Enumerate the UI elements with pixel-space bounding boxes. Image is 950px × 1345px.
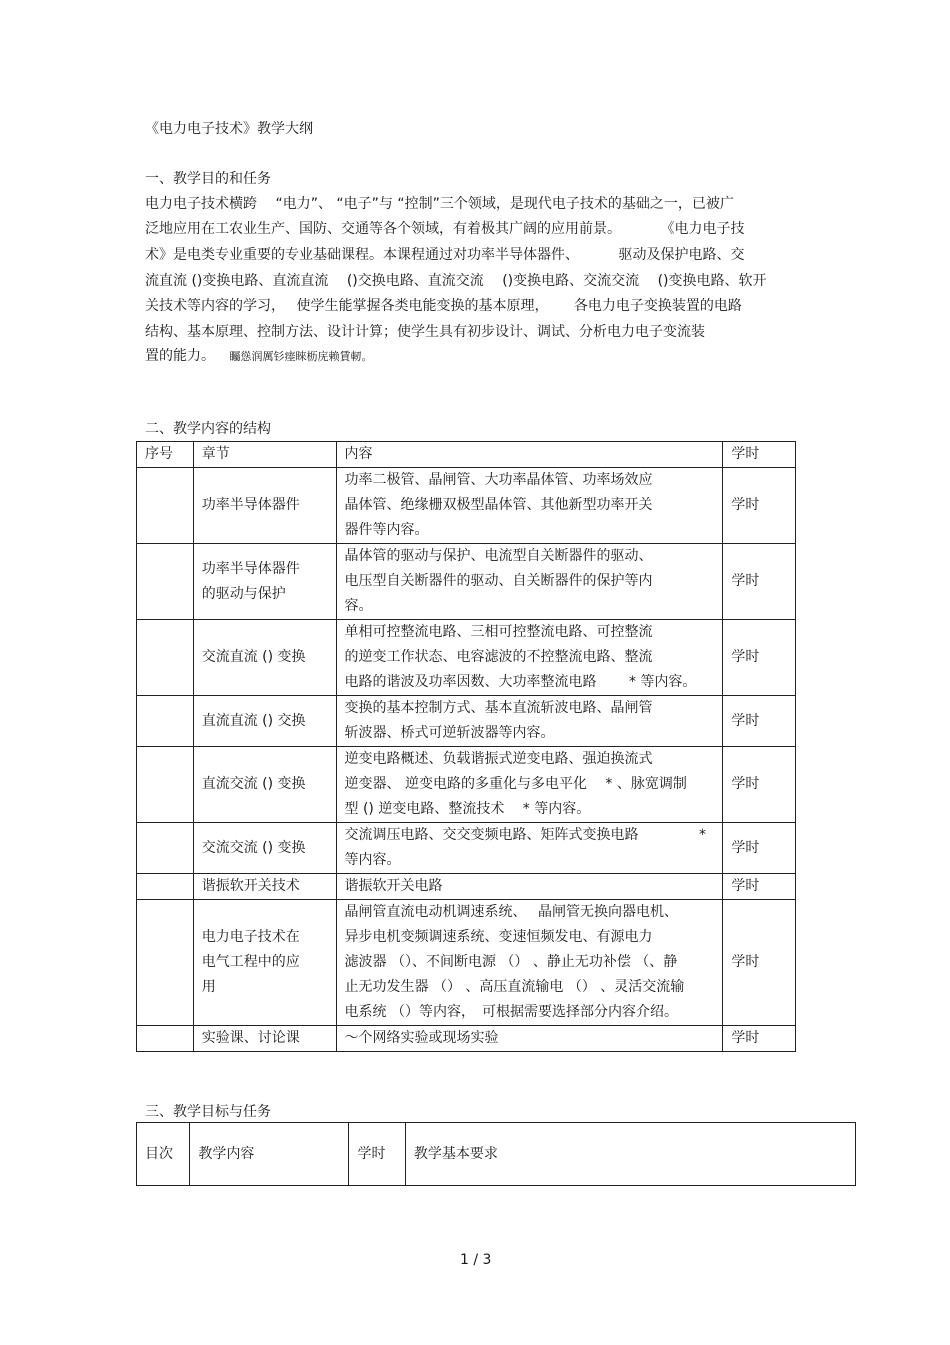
content-cell: ～个网络实验或现场实验 <box>336 1026 723 1052</box>
document-title: 《电力电子技术》教学大纲 <box>145 121 313 137</box>
header-cell: 内容 <box>336 442 723 468</box>
header-cell: 教学内容 <box>190 1123 349 1186</box>
row-number-cell <box>137 620 194 696</box>
header-cell: 教学基本要求 <box>405 1123 855 1186</box>
chapter-cell: 实验课、讨论课 <box>193 1026 336 1052</box>
content-cell: 变换的基本控制方式、基本直流斩波电路、晶闸管 斩波器、桥式可逆斩波器等内容。 <box>336 696 723 747</box>
hours-cell: 学时 <box>723 747 796 823</box>
content-cell: 谐振软开关电路 <box>336 874 723 900</box>
chapter-cell: 直流直流 () 交换 <box>193 696 336 747</box>
row-number-cell <box>137 696 194 747</box>
content-cell: 功率二极管、晶闸管、大功率晶体管、功率场效应 晶体管、绝缘栅双极型晶体管、其他新型功率开关 器件等内容。 <box>336 468 723 544</box>
paragraph-line: 电力电子技术横跨 “电力”、 “电子”与 “控制”三个领域，是现代电子技术的基础之一，已被广 <box>145 196 734 212</box>
teaching-goals-table <box>136 1122 856 1186</box>
table-header-row <box>137 442 796 468</box>
hours-cell: 学时 <box>723 900 796 1026</box>
section1-heading: 一、教学目的和任务 <box>145 171 271 187</box>
paragraph-line: 结构、基本原理、控制方法、设计计算；使学生具有初步设计、调试、分析电力电子变流装 <box>145 324 705 340</box>
hours-cell: 学时 <box>723 468 796 544</box>
header-cell: 章节 <box>193 442 336 468</box>
header-cell: 目次 <box>137 1123 190 1186</box>
paragraph-line: 术》是电类专业重要的专业基础课程。本课程通过对功率半导体器件、 驱动及保护电路、交 <box>145 247 745 263</box>
chapter-cell: 交流交流 () 变换 <box>193 823 336 874</box>
table-row <box>137 544 796 620</box>
chapter-cell: 直流交流 () 变换 <box>193 747 336 823</box>
hours-cell: 学时 <box>723 620 796 696</box>
paragraph-line: 关技术等内容的学习， 使学生能掌握各类电能变换的基本原理， 各电力电子变换装置的电路 <box>145 298 742 314</box>
table-row <box>137 468 796 544</box>
table-row <box>137 696 796 747</box>
chapter-cell: 功率半导体器件 的驱动与保护 <box>193 544 336 620</box>
paragraph-line-text: 置的能力。 <box>145 348 215 364</box>
table-row <box>137 823 796 874</box>
paragraph-line <box>145 345 372 365</box>
hours-cell: 学时 <box>723 823 796 874</box>
row-number-cell <box>137 900 194 1026</box>
chapter-cell: 谐振软开关技术 <box>193 874 336 900</box>
noise-text: 矚慫润厲钐瘗睞枥庑赖賃軔。 <box>229 350 373 363</box>
table-row <box>137 900 796 1026</box>
table-header-row <box>137 1123 856 1186</box>
chapter-cell: 交流直流 () 变换 <box>193 620 336 696</box>
chapter-cell: 功率半导体器件 <box>193 468 336 544</box>
row-number-cell <box>137 874 194 900</box>
section3-heading: 三、教学目标与任务 <box>145 1104 271 1120</box>
content-cell: 晶闸管直流电动机调速系统、 晶闸管无换向器电机、 异步电机变频调速系统、变速恒频发电、有源电力 滤波器 （）、不间断电源 （） 、静止无功补偿 （、静 止无功发生器 （） 、高压直流输电 （） 、灵活交流输 电系统 （）等内容， 可根据需要选择部分内容介绍。 <box>336 900 723 1026</box>
row-number-cell <box>137 823 194 874</box>
hours-cell: 学时 <box>723 696 796 747</box>
row-number-cell <box>137 544 194 620</box>
content-cell: 逆变电路概述、负载谐振式逆变电路、强迫换流式 逆变器、 逆变电路的多重化与多电平化 * 、脉宽调制 型 () 逆变电路、整流技术 * 等内容。 <box>336 747 723 823</box>
hours-cell: 学时 <box>723 874 796 900</box>
chapter-cell: 电力电子技术在 电气工程中的应 用 <box>193 900 336 1026</box>
table-row <box>137 747 796 823</box>
header-cell: 学时 <box>723 442 796 468</box>
content-cell: 交流调压电路、交交变频电路、矩阵式变换电路 * 等内容。 <box>336 823 723 874</box>
paragraph-line: 流直流 ()变换电路、直流直流 ()交换电路、直流交流 ()变换电路、交流交流 ()变换电路、软开 <box>145 273 767 289</box>
hours-cell: 学时 <box>723 1026 796 1052</box>
header-cell: 序号 <box>137 442 194 468</box>
paragraph-line: 泛地应用在工农业生产、国防、交通等各个领域，有着极其广阔的应用前景。 《电力电子技 <box>145 221 745 237</box>
table-row <box>137 620 796 696</box>
content-cell: 单相可控整流电路、三相可控整流电路、可控整流 的逆变工作状态、电容滤波的不控整流电路、整流 电路的谐波及功率因数、大功率整流电路 * 等内容。 <box>336 620 723 696</box>
hours-cell: 学时 <box>723 544 796 620</box>
row-number-cell <box>137 468 194 544</box>
header-cell: 学时 <box>349 1123 405 1186</box>
page-number: 1 / 3 <box>460 1252 492 1268</box>
content-structure-table <box>136 441 796 1052</box>
row-number-cell <box>137 747 194 823</box>
content-cell: 晶体管的驱动与保护、电流型自关断器件的驱动、 电压型自关断器件的驱动、自关断器件的保护等内 容。 <box>336 544 723 620</box>
table-row <box>137 1026 796 1052</box>
row-number-cell <box>137 1026 194 1052</box>
table-row <box>137 874 796 900</box>
section2-heading: 二、教学内容的结构 <box>145 421 271 437</box>
